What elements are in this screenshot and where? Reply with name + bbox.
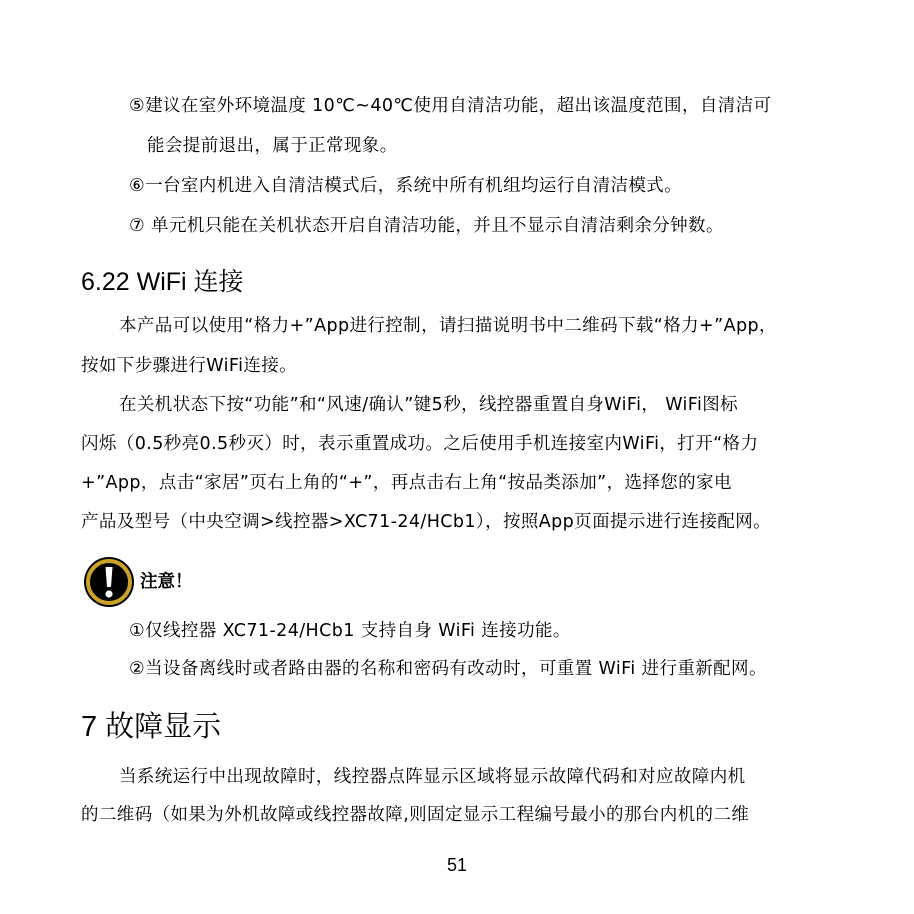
wifi-paragraph-2-line-2: 闪烁（0.5秒亮0.5秒灭）时，表示重置成功。之后使用手机连接室内WiFi，打开“格力 — [81, 434, 759, 454]
section-heading-wifi: 6.22 WiFi 连接 — [81, 268, 244, 296]
list-item-7: ⑦ 单元机只能在关机状态开启自清洁功能，并且不显示自清洁剩余分钟数。 — [129, 216, 724, 236]
page-number: 51 — [446, 855, 468, 875]
list-item-5: ⑤建议在室外环境温度 10℃~40℃使用自清洁功能，超出该温度范围，自清洁可 — [129, 96, 772, 116]
wifi-paragraph-2-line-3: +”App，点击“家居”页右上角的“+”，再点击右上角“按品类添加”，选择您的家电 — [81, 473, 732, 493]
section-heading-fault: 7 故障显示 — [81, 711, 222, 743]
note-item-2: ②当设备离线时或者路由器的名称和密码有改动时，可重置 WiFi 进行重新配网。 — [129, 659, 767, 679]
note-label: 注意！ — [140, 572, 193, 592]
list-item-6: ⑥一台室内机进入自清洁模式后，系统中所有机组均运行自清洁模式。 — [129, 176, 683, 196]
wifi-paragraph-1-line-1: 本产品可以使用“格力+”App进行控制，请扫描说明书中二维码下载“格力+”App， — [119, 316, 777, 336]
list-item-5-continued: 能会提前退出，属于正常现象。 — [147, 136, 398, 156]
fault-paragraph-line-1: 当系统运行中出现故障时，线控器点阵显示区域将显示故障代码和对应故障内机 — [119, 767, 746, 787]
wifi-paragraph-1-line-2: 按如下步骤进行WiFi连接。 — [81, 356, 298, 376]
wifi-paragraph-2-line-4: 产品及型号（中央空调>线控器>XC71-24/HCb1），按照App页面提示进行连接配网。 — [81, 512, 772, 532]
wifi-paragraph-2-line-1: 在关机状态下按“功能”和“风速/确认”键5秒，线控器重置自身WiFi， WiFi图标 — [119, 395, 739, 415]
fault-paragraph-line-2: 的二维码（如果为外机故障或线控器故障,则固定显示工程编号最小的那台内机的二维 — [81, 805, 750, 825]
note-item-1: ①仅线控器 XC71-24/HCb1 支持自身 WiFi 连接功能。 — [129, 621, 571, 641]
exclamation-warning-icon — [83, 556, 135, 608]
